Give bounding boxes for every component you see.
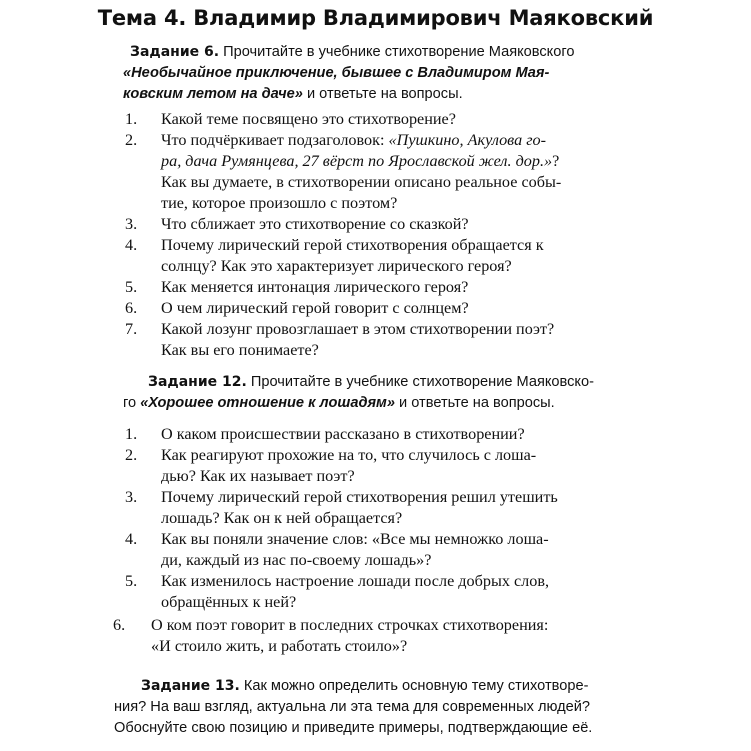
list-item: 3. Что сближает это стихотворение со сказкой? [125, 215, 469, 233]
task-12-questions [125, 424, 558, 613]
task-12-intro: Прочитайте в учебнике стихотворение Маяковско- [250, 374, 594, 390]
task-12-work-title: «Хорошее отношение к лошадям» [140, 395, 395, 411]
task-6-instruction: и ответьте на вопросы. [306, 86, 463, 102]
list-item: 2. Как реагируют прохожие на то, что случилось с лоша- дью? Как их называет поэт? [125, 446, 537, 485]
task-13-label: Задание 13. [141, 678, 240, 694]
task-6-work-title-part2: ковским летом на даче» [123, 86, 303, 102]
list-item: 1. Какой теме посвящено это стихотворение? [125, 110, 456, 128]
task-12-question-6 [113, 615, 548, 657]
task-12-label: Задание 12. [148, 374, 247, 390]
list-item: 4. Как вы поняли значение слов: «Все мы немножко лоша- ди, каждый из нас по-своему лошадь»? [125, 530, 549, 569]
list-item: 4. Почему лирический герой стихотворения обращается к солнцу? Как это характеризует лирического героя? [125, 236, 544, 275]
list-item: 6. О чем лирический герой говорит с солнцем? [125, 299, 469, 317]
page-title: Тема 4. Владимир Владимирович Маяковский [97, 6, 654, 30]
task-6-intro: Прочитайте в учебнике стихотворение Маяковского [223, 44, 575, 60]
task-13-line2: ния? На ваш взгляд, актуальна ли эта тема для современных людей? [114, 699, 590, 715]
task-12-instruction: и ответьте на вопросы. [399, 395, 555, 411]
list-item: 6. О ком поэт говорит в последних строчках стихотворения: «И стоило жить, и работать стоило»? [113, 616, 549, 655]
list-item: 1. О каком происшествии рассказано в стихотворении? [125, 425, 525, 443]
task-13-body [114, 697, 592, 739]
task-13-line3: Обоснуйте свою позицию и приведите примеры, подтверждающие её. [114, 720, 593, 736]
list-item: 5. Как изменилось настроение лошади после добрых слов, обращённых к ней? [125, 572, 550, 611]
list-item: 2. Что подчёркивает подзаголовок: «Пушкино, Акулова го- ра, дача Румянцева, 27 вёрст по Ярославской жел. дор.»? Как вы думаете, в стихотворении описано реальное собы- тие, которое произошло с поэтом? [125, 131, 562, 212]
task-6-header [130, 42, 574, 63]
task-12-header [148, 372, 594, 393]
task-6-work-line [123, 63, 549, 105]
task-6-questions [125, 109, 561, 361]
task-13-line1: Как можно определить основную тему стихотворе- [243, 678, 589, 694]
task-12-work-line: го «Хорошее отношение к лошадям» и ответьте на вопросы. [123, 395, 555, 411]
task-6-label: Задание 6. [130, 44, 220, 60]
list-item: 3. Почему лирический герой стихотворения решил утешить лошадь? Как он к ней обращается? [125, 488, 558, 527]
task-13 [141, 676, 588, 697]
list-item: 5. Как меняется интонация лирического героя? [125, 278, 469, 296]
list-item: 7. Какой лозунг провозглашает в этом стихотворении поэт? Как вы его понимаете? [125, 320, 555, 359]
task-6-work-title-part1: «Необычайное приключение, бывшее с Владимиром Мая- [123, 65, 550, 81]
